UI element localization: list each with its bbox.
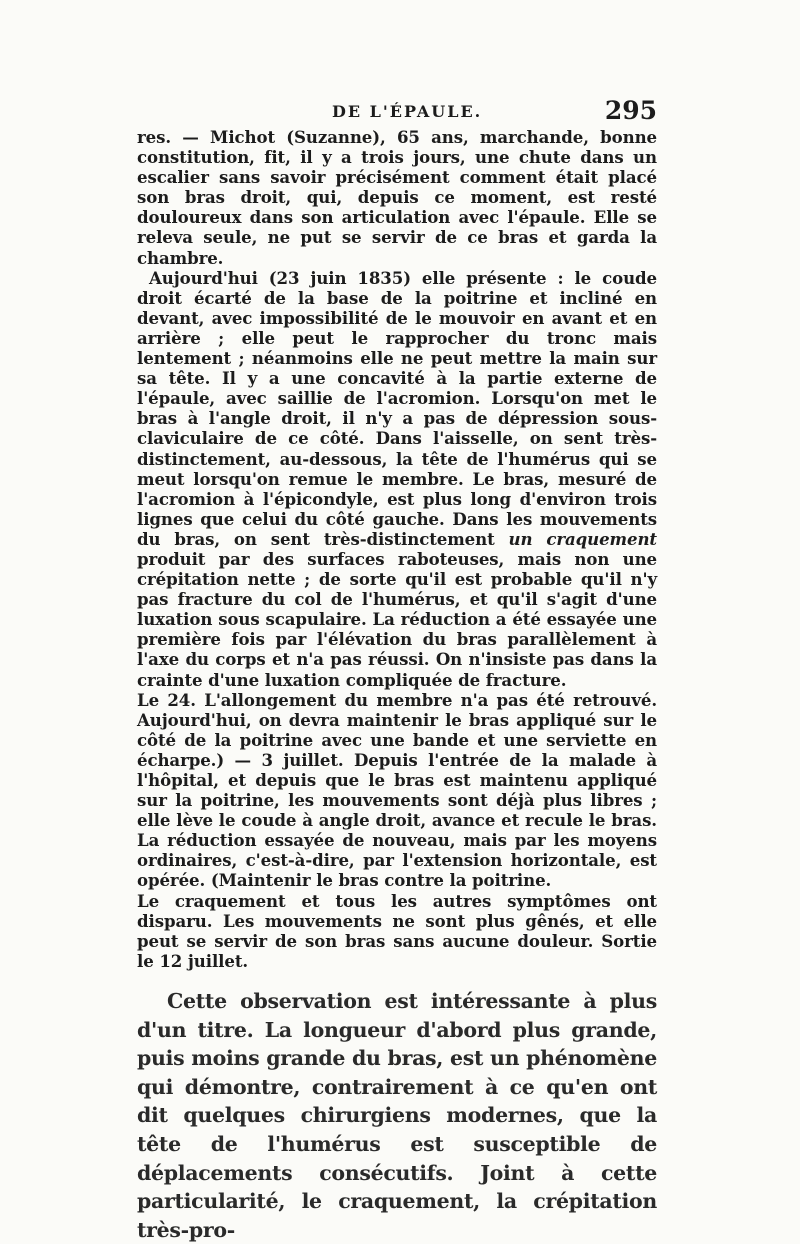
examination-text-a: Aujourd'hui (23 juin 1835) elle présente : le coude droit écarté de la base de la poitrine et incliné en devant, avec impossibilité de le mouvoir en avant et en arrière ; elle peut le rapprocher du tronc mais lentement ; néanmoins elle ne peut mettre la main sur sa tête. Il y a une concavité à la partie externe de l'épaule, avec saillie de l'acromion. Lorsqu'on met le bras à l'angle droit, il n'y a pas de dépression sous-claviculaire de ce côté. Dans l'aisselle, on sent très-distinctement, au-dessous, la tête de l'humérus qui se meut lorsqu'on remue le membre. Le bras, mesuré de l'acromion à l'épicondyle, est plus long d'environ trois lignes que celui du côté gauche. Dans les mouvements du bras, on sent très-distinctement xyxy=(137,267,657,549)
case-report xyxy=(137,127,657,971)
page-number: 295 xyxy=(604,96,657,125)
body-text xyxy=(137,127,657,1244)
examination-text-b: produit par des surfaces raboteuses, mais non une crépitation nette ; de sorte qu'il est probable qu'il n'y pas fracture du col de l'humérus, et qu'il s'agit d'une luxation sous scapulaire. La réduction a été essayée une première fois par l'élévation du bras parallèlement à l'axe du corps et n'a pas réussi. On n'insiste pas dans la crainte d'une luxation compliquée de fracture. xyxy=(137,548,657,690)
emphasis-craquement: un craquement xyxy=(508,528,657,549)
paragraph-examination xyxy=(137,268,657,690)
paragraph-case-intro: res. — Michot (Suzanne), 65 ans, marchande, bonne constitution, fit, il y a trois jours, une chute dans un escalier sans savoir précisément comment était placé son bras droit, qui, depuis ce moment, est resté douloureux dans son articulation avec l'épaule. Elle se releva seule, ne put se servir de ce bras et garda la chambre. xyxy=(137,127,657,268)
paragraph-follow-up: Le 24. L'allongement du membre n'a pas été retrouvé. Aujourd'hui, on devra maintenir le bras appliqué sur le côté de la poitrine avec une bande et une serviette en écharpe.) — 3 juillet. Depuis l'entrée de la malade à l'hôpital, et depuis que le bras est maintenu appliqué sur la poitrine, les mouvements sont déjà plus libres ; elle lève le coude à angle droit, avance et recule le bras. La réduction essayée de nouveau, mais par les moyens ordinaires, c'est-à-dire, par l'extension horizontale, est opérée. (Maintenir le bras contre la poitrine. xyxy=(137,689,657,891)
paragraph-outcome: Le craquement et tous les autres symptômes ont disparu. Les mouvements ne sont plus gênés, et elle peut se servir de son bras sans aucune douleur. Sortie le 12 juillet. xyxy=(137,890,657,971)
running-head: DE L'ÉPAULE. xyxy=(332,102,483,121)
page-header xyxy=(137,96,657,126)
paragraph-commentary: Cette observation est intéressante à plus d'un titre. La longueur d'abord plus grande, puis moins grande du bras, est un phénomène qui démontre, contrairement à ce qu'en ont dit quelques chirurgiens modernes, que la tête de l'humérus est susceptible de déplacements consécutifs. Joint à cette particularité, le craquement, la crépitation très-pro- xyxy=(137,988,657,1242)
commentary xyxy=(137,987,657,1244)
